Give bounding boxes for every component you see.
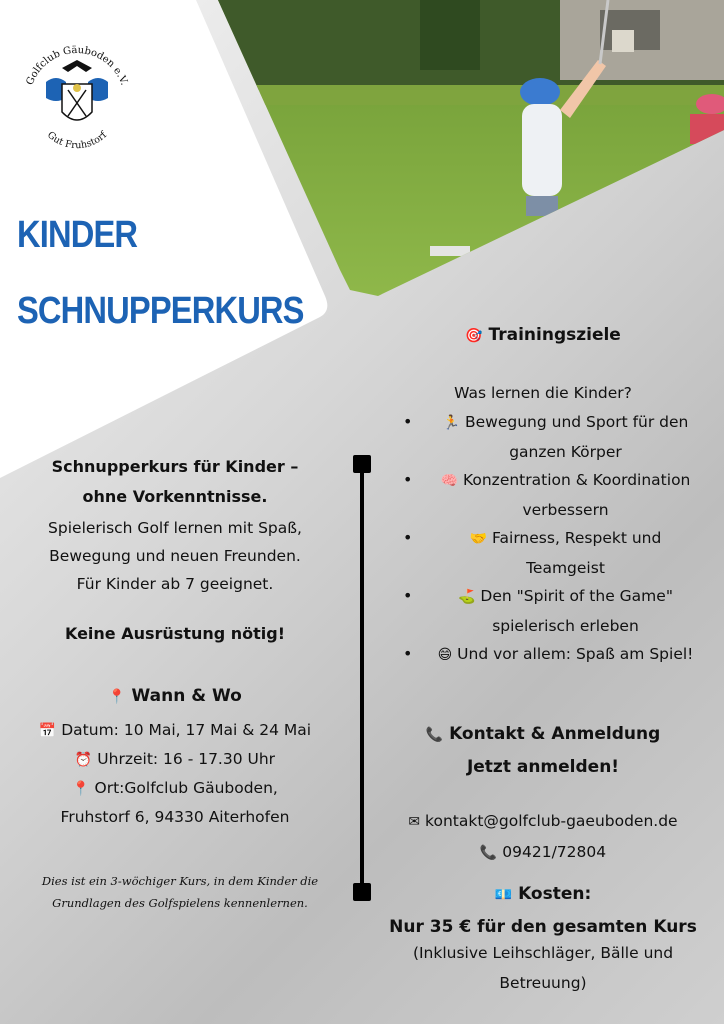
golf-flag-icon: ⛳ [458, 589, 476, 605]
course-note-line-2: Grundlagen des Golfspielens kennenlernen. [52, 896, 308, 910]
logo-club-name: Golfclub Gäuboden e.V. [24, 44, 130, 87]
costs-heading [380, 878, 706, 943]
pin-icon: 📍 [108, 689, 126, 705]
time-text: Uhrzeit: 16 - 17.30 Uhr [97, 750, 276, 768]
calendar-icon: 📅 [38, 723, 57, 739]
training-goals-question: Was lernen die Kinder? [454, 384, 632, 402]
costs-details [380, 938, 706, 998]
euro-banknote-icon: 💶 [494, 887, 513, 903]
title-line-1: KINDER [17, 214, 138, 256]
smile-icon: 😄 [437, 647, 453, 663]
handshake-icon: 🤝 [469, 531, 488, 547]
phone-line [380, 837, 706, 868]
costs-price: Nur 35 € für den gesamten Kurs [389, 917, 697, 937]
costs-title-line [380, 878, 706, 911]
training-goals-title: Trainingsziele [488, 325, 621, 345]
time-line [10, 745, 340, 774]
list-item [395, 466, 700, 524]
vertical-divider [360, 460, 364, 892]
email-line [380, 806, 706, 837]
list-item-text: Konzentration & Koordination verbessern [462, 471, 691, 519]
title-line-2: SCHNUPPERKURS [17, 290, 304, 332]
email-link[interactable]: kontakt@golfclub-gaeuboden.de [425, 812, 678, 830]
intro-heading-line-2: ohne Vorkenntnisse. [82, 487, 268, 506]
list-item [395, 408, 700, 466]
divider-cap-bottom [353, 883, 371, 901]
wann-wo-heading [10, 686, 340, 706]
alarm-clock-icon: ⏰ [74, 752, 93, 768]
contact-details [380, 806, 706, 868]
contact-heading [380, 718, 706, 783]
divider-cap-top [353, 455, 371, 473]
intro-text-line-1: Spielerisch Golf lernen mit Spaß, [48, 519, 302, 537]
intro-text-line-3: Für Kinder ab 7 geeignet. [76, 575, 274, 593]
target-icon: 🎯 [465, 328, 483, 344]
course-note-line-1: Dies ist ein 3-wöchiger Kurs, in dem Kinder die [41, 874, 319, 888]
intro-heading-line-1: Schnupperkurs für Kinder – [51, 457, 299, 476]
running-icon: 🏃 [442, 415, 461, 431]
intro-text [10, 514, 340, 598]
list-item [395, 582, 700, 640]
phone-link[interactable]: 09421/72804 [502, 843, 607, 861]
wann-wo-title: Wann & Wo [131, 686, 242, 706]
training-goals-list [395, 408, 700, 670]
place-text-2: Fruhstorf 6, 94330 Aiterhofen [60, 808, 290, 826]
costs-details-line-2: Betreuung) [499, 974, 587, 992]
contact-title-line [380, 718, 706, 751]
list-item-text: Den "Spirit of the Game" spielerisch erleben [480, 587, 673, 635]
training-goals-heading [380, 325, 706, 345]
location-pin-icon: 📍 [72, 781, 90, 797]
course-note [20, 870, 340, 914]
equipment-note: Keine Ausrüstung nötig! [64, 624, 286, 643]
intro-text-line-2: Bewegung und neuen Freunden. [49, 547, 301, 565]
contact-title: Kontakt & Anmeldung [449, 724, 661, 744]
place-text-1: Ort:Golfclub Gäuboden, [94, 779, 278, 797]
list-item [395, 524, 700, 582]
wann-wo-details [10, 716, 340, 831]
svg-text:Gut Fruhstorf [45, 129, 110, 151]
brain-icon: 🧠 [440, 473, 459, 489]
list-item-text: Fairness, Respekt und Teamgeist [492, 529, 662, 577]
list-item-text: Bewegung und Sport für den ganzen Körper [465, 413, 689, 461]
telephone-icon: 📞 [479, 845, 498, 861]
envelope-icon: ✉ [408, 814, 421, 830]
phone-icon: 📞 [425, 727, 444, 743]
costs-details-line-1: (Inklusive Leihschläger, Bälle und [412, 944, 674, 962]
contact-subtitle: Jetzt anmelden! [466, 757, 620, 777]
place-line [10, 774, 340, 803]
date-line [10, 716, 340, 745]
logo-place-name: Gut Fruhstorf [44, 129, 110, 152]
date-text: Datum: 10 Mai, 17 Mai & 24 Mai [61, 721, 312, 739]
intro-heading [10, 452, 340, 512]
list-item-text: Und vor allem: Spaß am Spiel! [457, 645, 694, 663]
costs-title: Kosten: [518, 884, 592, 904]
club-logo [16, 40, 138, 162]
list-item [395, 640, 700, 670]
eagle-icon [62, 60, 92, 72]
